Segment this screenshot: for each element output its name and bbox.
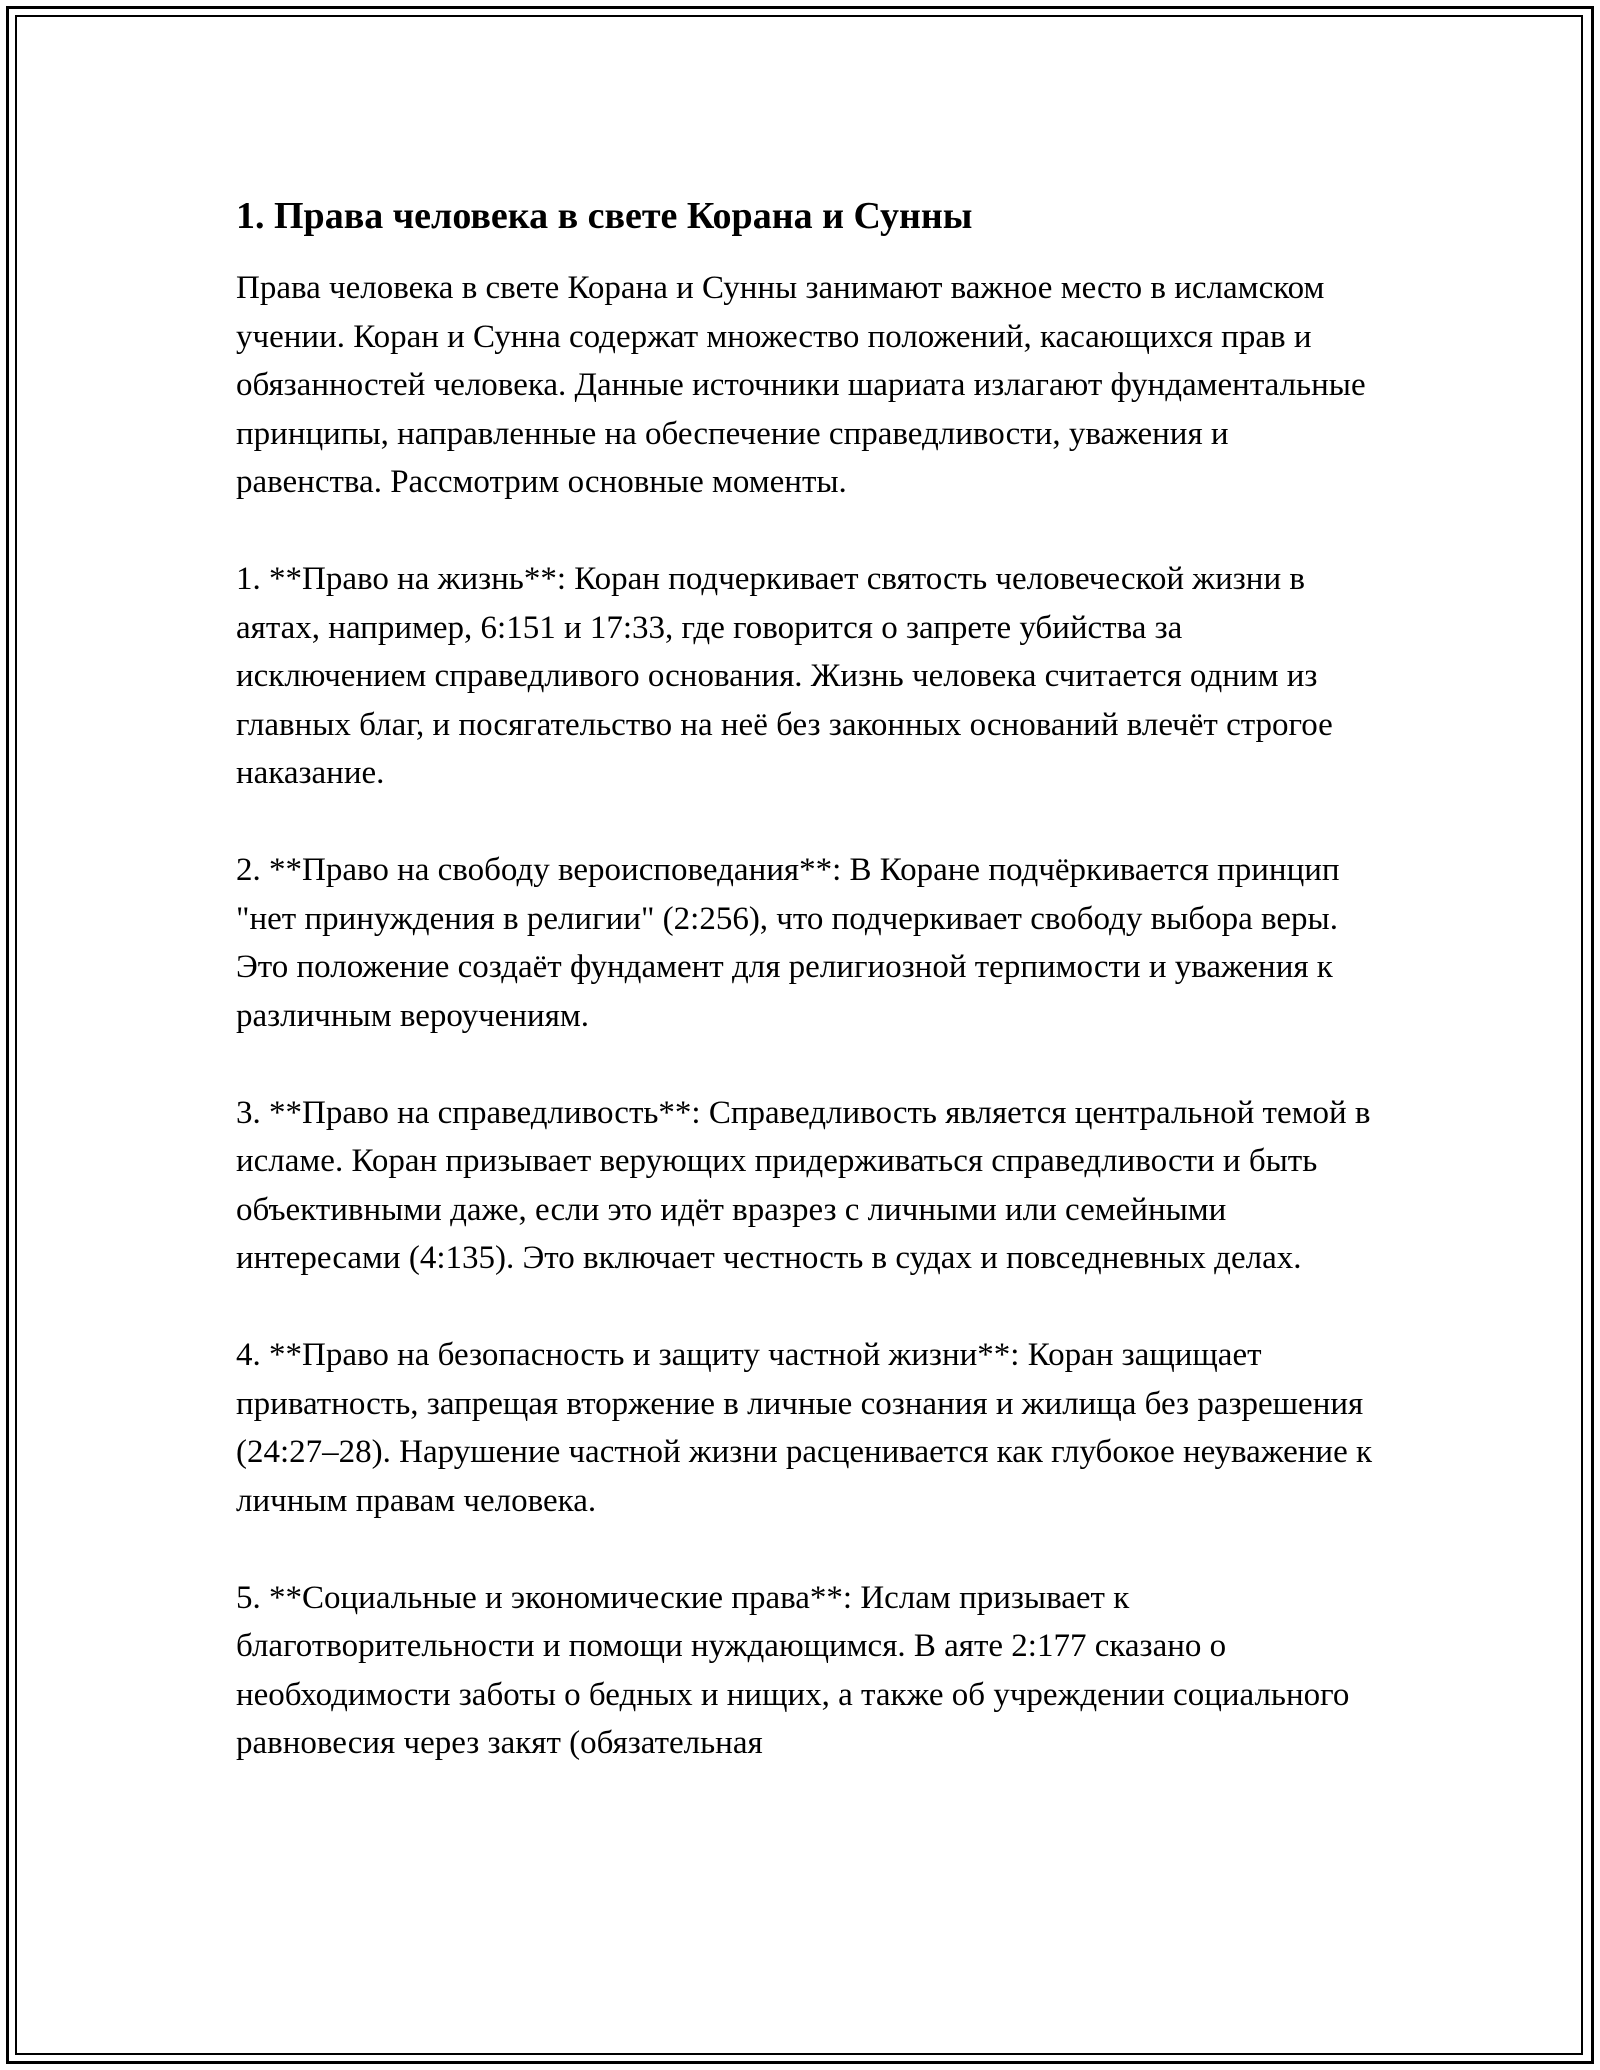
intro-paragraph: Права человека в свете Корана и Сунны занимают важное место в исламском учении. Коран и Сунна содержат множество положений, касающихся прав и обязанностей человека. Данные источники шариата излагают фундаментальные принципы, направленные на обеспечение справедливости, уважения и равенства. Рассмотрим основные моменты. [236,270,1366,500]
section-heading: 1. Права человека в свете Корана и Сунны [236,195,973,237]
right-to-life-paragraph: 1. **Право на жизнь**: Коран подчеркивает святость человеческой жизни в аятах, например, 6:151 и 17:33, где говорится о запрете убийства за исключением справедливого основания. Жизнь человека считается одним из главных благ, и посягательство на неё без законных оснований влечёт строгое наказание. [236,561,1333,791]
document-body [236,180,1376,1816]
freedom-of-religion-paragraph: 2. **Право на свободу вероисповедания**: В Коране подчёркивается принцип "нет принуждения в религии" (2:256), что подчеркивает свободу выбора веры. Это положение создаёт фундамент для религиозной терпимости и уважения к различным вероучениям. [236,852,1340,1034]
privacy-paragraph: 4. **Право на безопасность и защиту частной жизни**: Коран защищает приватность, запрещая вторжение в личные сознания и жилища без разрешения (24:27–28). Нарушение частной жизни расценивается как глубокое неуважение к личным правам человека. [236,1337,1373,1519]
social-economic-rights-paragraph: 5. **Социальные и экономические права**: Ислам призывает к благотворительности и помощи нуждающимся. В аяте 2:177 сказано о необходимости заботы о бедных и нищих, а также об учреждении социального равновесия через закят (обязательная [236,1579,1350,1761]
right-to-justice-paragraph: 3. **Право на справедливость**: Справедливость является центральной темой в исламе. Коран призывает верующих придерживаться справедливости и быть объективными даже, если это идёт вразрез с личными или семейными интересами (4:135). Это включает честность в судах и повседневных делах. [236,1094,1371,1276]
